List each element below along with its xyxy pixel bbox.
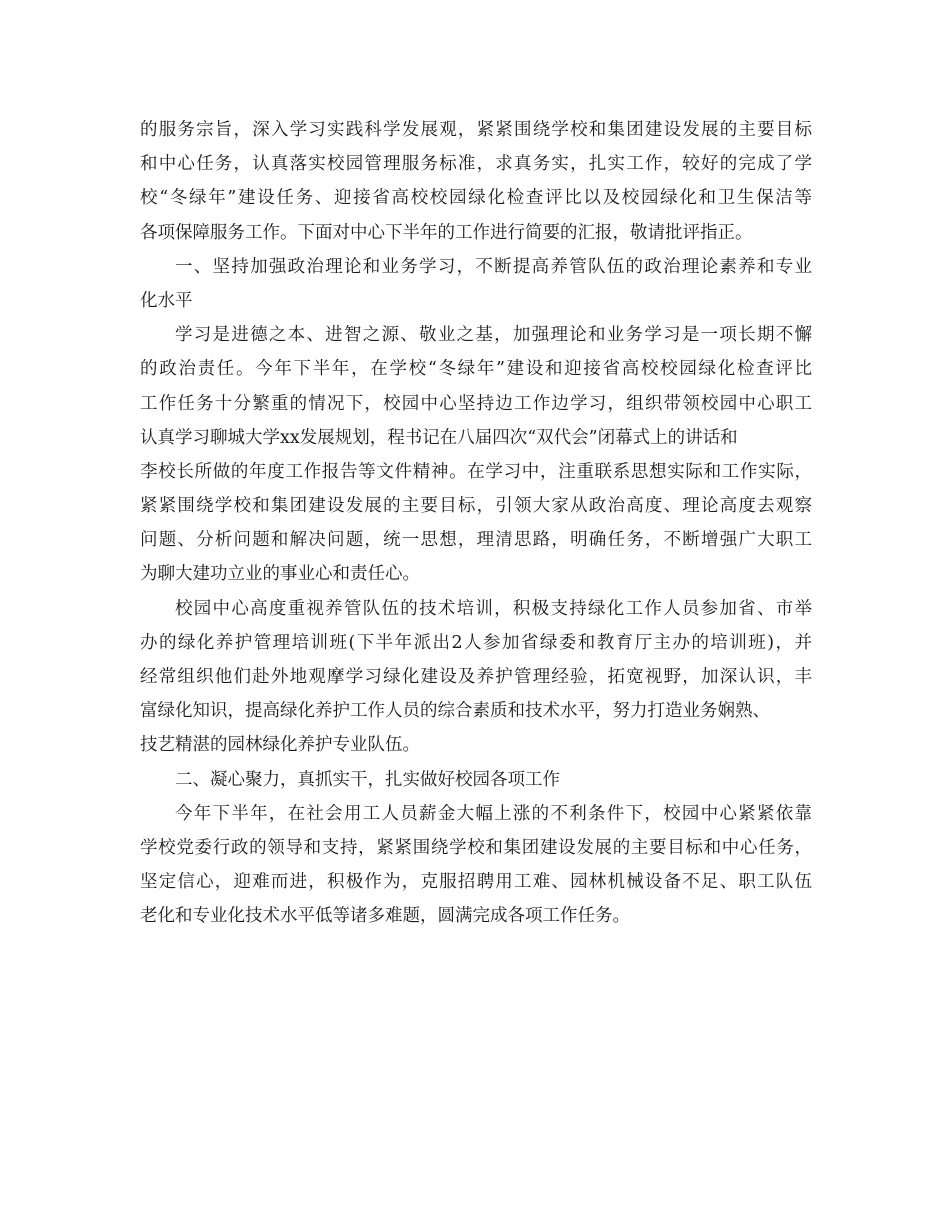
text-line: 今年下半年，在社会用工人员薪金大幅上涨的不利条件下，校园中心紧紧依靠 — [175, 803, 812, 824]
text-line: 学习是进德之本、进智之源、敬业之基，加强理论和业务学习是一项长期不懈 — [175, 325, 812, 346]
text-line: 和中心任务，认真落实校园管理服务标准，求真务实，扎实工作，较好的完成了学 — [140, 154, 812, 175]
text-line: 各项保障服务工作。下面对中心下半年的工作进行简要的汇报，敬请批评指正。 — [140, 222, 753, 243]
section-heading-1-line: 一、坚持加强政治理论和业务学习，不断提高养管队伍的政治理论素养和专业 — [175, 256, 812, 277]
document-page — [140, 113, 812, 934]
text-line: 问题、分析问题和解决问题，统一思想，理清思路，明确任务，不断增强广大职工 — [140, 530, 812, 551]
section-heading-1-line: 化水平 — [140, 290, 193, 311]
text-line: 李校长所做的年度工作报告等文件精神。在学习中，注重联系思想实际和工作实际， — [140, 461, 812, 482]
text-line: 认真学习聊城大学xx发展规划，程书记在八届四次“双代会”闭幕式上的讲话和 — [140, 427, 738, 448]
text-line: 坚定信心，迎难而进，积极作为，克服招聘用工难、园林机械设备不足、职工队伍 — [140, 872, 812, 893]
text-line: 学校党委行政的领导和支持，紧紧围绕学校和集团建设发展的主要目标和中心任务， — [140, 837, 812, 858]
text-line: 富绿化知识，提高绿化养护工作人员的综合素质和技术水平，努力打造业务娴熟、 — [140, 701, 770, 722]
section-heading-2: 二、凝心聚力，真抓实干，扎实做好校园各项工作 — [175, 769, 560, 790]
text-line: 为聊大建功立业的事业心和责任心。 — [140, 564, 420, 585]
text-line: 工作任务十分繁重的情况下，校园中心坚持边工作边学习，组织带领校园中心职工 — [140, 393, 812, 414]
text-line: 技艺精湛的园林绿化养护专业队伍。 — [140, 735, 420, 756]
text-line: 校园中心高度重视养管队伍的技术培训，积极支持绿化工作人员参加省、市举 — [175, 598, 812, 619]
text-line: 办的绿化养护管理培训班(下半年派出2人参加省绿委和教育厅主办的培训班)，并 — [140, 632, 812, 653]
text-line: 的服务宗旨，深入学习实践科学发展观，紧紧围绕学校和集团建设发展的主要目标 — [140, 120, 812, 140]
text-line: 校“冬绿年”建设任务、迎接省高校校园绿化检查评比以及校园绿化和卫生保洁等 — [140, 188, 812, 209]
text-line: 经常组织他们赴外地观摩学习绿化建设及养护管理经验，拓宽视野，加深认识，丰 — [140, 667, 812, 687]
text-line: 老化和专业化技术水平低等诸多难题，圆满完成各项工作任务。 — [140, 906, 630, 927]
text-line: 的政治责任。今年下半年，在学校“冬绿年”建设和迎接省高校校园绿化检查评比 — [140, 359, 812, 380]
text-line: 紧紧围绕学校和集团建设发展的主要目标，引领大家从政治高度、理论高度去观察 — [140, 496, 812, 517]
